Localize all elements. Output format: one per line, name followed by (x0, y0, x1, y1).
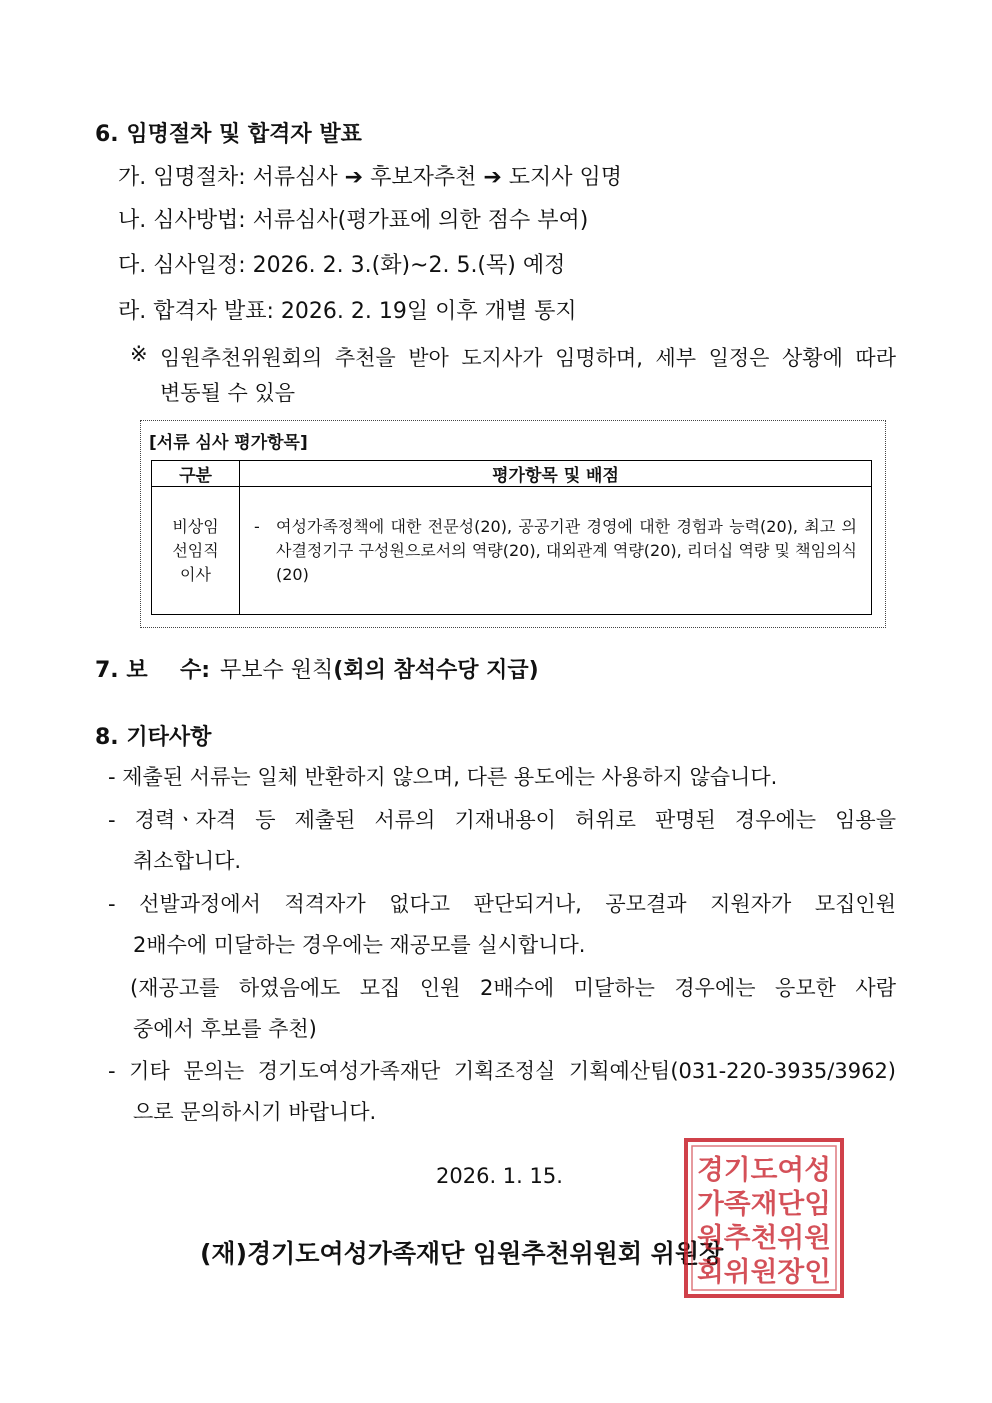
item-text: 임명절차: 서류심사 ➔ 후보자추천 ➔ 도지사 임명 (153, 165, 623, 190)
note-mark: ※ (130, 342, 148, 366)
section-6-item-3 (118, 248, 565, 279)
item-text: 합격자 발표: 2026. 2. 19일 이후 개별 통지 (153, 299, 577, 324)
item-prefix: 라. (118, 299, 147, 324)
items-text: 여성가족정책에 대한 전문성(20), 공공기관 경영에 대한 경험과 능력(20), 최고 의사결정기구 구성원으로서의 역량(20), 대외관계 역량(20), 리더십 역량 및 책임의식(20) (276, 516, 857, 584)
bullet-4-line-1: - 기타 문의는 경기도여성가족재단 기획조정실 기획예산팀(031-220-3935/3962) (108, 1059, 896, 1083)
table-row (152, 487, 872, 615)
bullet-1: - 제출된 서류는 일체 반환하지 않으며, 다른 용도에는 사용하지 않습니다. (108, 765, 778, 789)
bullet-3-sub-line-2: 중에서 후보를 추천) (133, 1017, 317, 1041)
official-seal-icon (683, 1137, 845, 1299)
item-dash: - (254, 516, 260, 536)
note-line-2: 변동될 수 있음 (160, 381, 296, 405)
seal-characters (697, 1154, 831, 1288)
item-prefix: 가. (118, 165, 147, 190)
seal-row-1: 경기도여성 (697, 1155, 828, 1186)
pay-note: (회의 참석수당 지급) (333, 658, 539, 683)
category-line: 선임직 (172, 540, 219, 560)
table-header-row (152, 461, 872, 487)
category-line: 비상임 (172, 516, 219, 536)
bullet-3-line-1: - 선발과정에서 적격자가 없다고 판단되거나, 공모결과 지원자가 모집인원 (108, 892, 896, 916)
item-prefix: 다. (118, 253, 147, 278)
document-date: 2026. 1. 15. (436, 1164, 563, 1188)
item-text: 심사일정: 2026. 2. 3.(화)~2. 5.(목) 예정 (153, 253, 566, 278)
category-cell (152, 487, 240, 615)
bullet-2-line-1: - 경력ㆍ자격 등 제출된 서류의 기재내용이 허위로 판명된 경우에는 임용을 (108, 808, 896, 832)
item-text: 심사방법: 서류심사(평가표에 의한 점수 부여) (153, 208, 589, 233)
section-6-item-4 (118, 294, 577, 325)
evaluation-caption: [서류 심사 평가항목] (149, 433, 308, 453)
seal-row-3: 원추천위원 (697, 1223, 828, 1254)
section-6-heading: 6. 임명절차 및 합격자 발표 (95, 122, 362, 147)
pay-principle: 무보수 원칙 (220, 658, 334, 683)
items-list (254, 515, 857, 587)
item-prefix: 나. (118, 208, 147, 233)
section-6-item-2 (118, 203, 588, 234)
category-line: 이사 (180, 564, 211, 584)
section-7-text (220, 653, 539, 684)
note-line-1: 임원추천위원회의 추천을 받아 도지사가 임명하며, 세부 일정은 상황에 따라 (160, 346, 896, 370)
column-header-category: 구분 (152, 461, 240, 487)
section-7-heading-num: 7. 보 (95, 658, 148, 683)
signer-name: (재)경기도여성가족재단 임원추천위원회 위원장 (200, 1239, 724, 1268)
items-cell (240, 487, 872, 615)
bullet-2-line-2: 취소합니다. (133, 849, 242, 873)
bullet-3-line-2: 2배수에 미달하는 경우에는 재공모를 실시합니다. (133, 933, 586, 957)
seal-row-4: 회위원장인 (697, 1257, 828, 1288)
bullet-4-line-2: 으로 문의하시기 바랍니다. (133, 1100, 377, 1124)
evaluation-table (151, 460, 872, 615)
seal-row-2: 가족재단임 (697, 1189, 828, 1220)
section-8-heading: 8. 기타사항 (95, 725, 212, 750)
section-6-item-1 (118, 160, 622, 191)
section-7-heading-rest: 수: (180, 658, 211, 683)
bullet-3-sub-line-1: (재공고를 하였음에도 모집 인원 2배수에 미달하는 경우에는 응모한 사람 (130, 976, 896, 1000)
column-header-items: 평가항목 및 배점 (240, 461, 872, 487)
